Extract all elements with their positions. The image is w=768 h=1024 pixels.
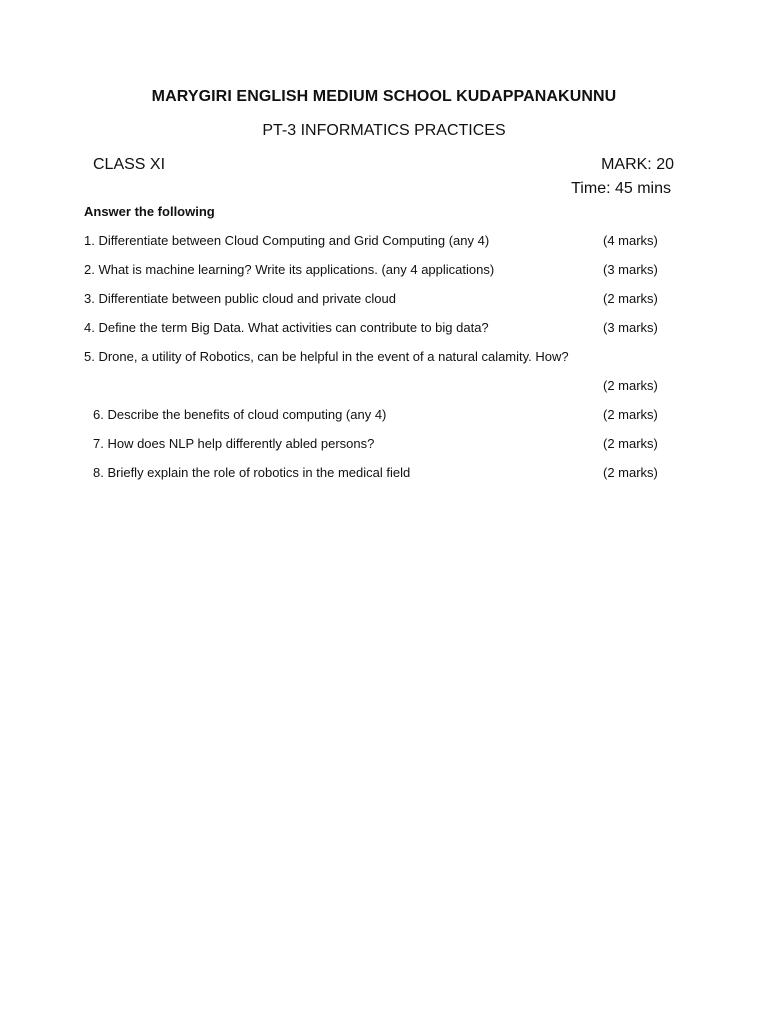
instruction-heading: Answer the following <box>84 204 215 219</box>
class-label: CLASS XI <box>93 156 166 173</box>
question-marks: (3 marks) <box>603 320 658 335</box>
question-text: 3. Differentiate between public cloud and private cloud <box>84 291 396 306</box>
question-marks: (2 marks) <box>603 436 658 451</box>
question-text: 4. Define the term Big Data. What activities can contribute to big data? <box>84 320 489 335</box>
question-marks: (2 marks) <box>603 407 658 422</box>
exam-title: PT-3 INFORMATICS PRACTICES <box>262 122 506 139</box>
question-marks: (3 marks) <box>603 262 658 277</box>
time-allowed: Time: 45 mins <box>571 180 671 197</box>
question-text: 8. Briefly explain the role of robotics in the medical field <box>93 465 411 480</box>
question-text: 1. Differentiate between Cloud Computing and Grid Computing (any 4) <box>84 233 490 248</box>
question-text: 2. What is machine learning? Write its applications. (any 4 applications) <box>84 262 495 277</box>
total-marks: MARK: 20 <box>601 156 674 173</box>
question-marks: (2 marks) <box>603 291 658 306</box>
question-text: 7. How does NLP help differently abled persons? <box>93 436 375 451</box>
question-marks: (4 marks) <box>603 233 658 248</box>
question-text: 6. Describe the benefits of cloud computing (any 4) <box>93 407 387 422</box>
question-marks: (2 marks) <box>603 465 658 480</box>
question-marks: (2 marks) <box>603 378 658 393</box>
school-name: MARYGIRI ENGLISH MEDIUM SCHOOL KUDAPPANAKUNNU <box>151 88 617 105</box>
question-text: 5. Drone, a utility of Robotics, can be helpful in the event of a natural calamity. How? <box>84 349 569 364</box>
